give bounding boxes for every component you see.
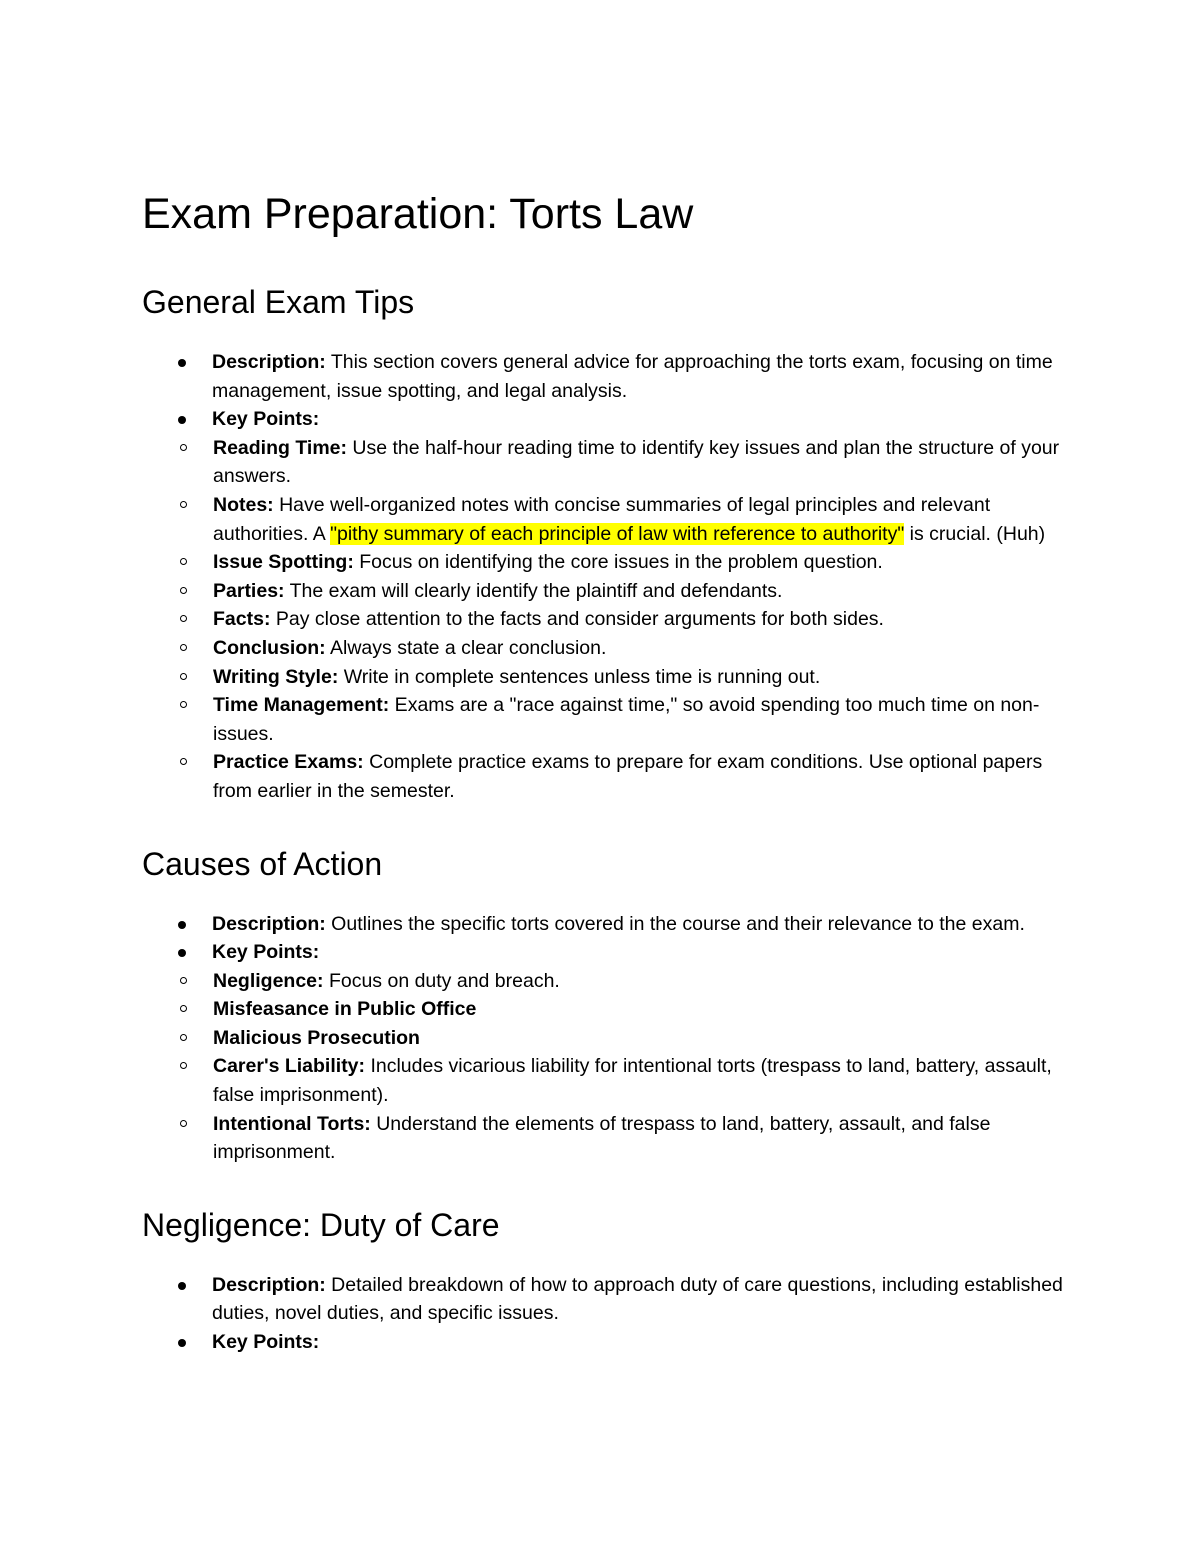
list-item-key-points <box>142 405 1072 434</box>
list-item-description <box>142 1271 1072 1328</box>
sub-list-item: Intentional Torts: Understand the elements of trespass to land, battery, assault, and false imprisonment. <box>142 1110 1072 1167</box>
section-heading-negligence-duty-of-care: Negligence: Duty of Care <box>142 1206 500 1243</box>
bullet-icon <box>178 1282 186 1290</box>
section-list <box>142 348 1072 806</box>
sub-list-item: Carer's Liability: Includes vicarious liability for intentional torts (trespass to land, battery, assault, false imprisonment). <box>142 1052 1072 1109</box>
sub-list-item: Time Management: Exams are a "race against time," so avoid spending too much time on non-issues. <box>142 691 1072 748</box>
sub-list <box>142 434 1072 806</box>
sub-list <box>142 967 1072 1167</box>
sub-list-item: Reading Time: Use the half-hour reading time to identify key issues and plan the structure of your answers. <box>142 434 1072 491</box>
description-text: Detailed breakdown of how to approach duty of care questions, including established duties, novel duties, and specific issues. <box>212 1273 1063 1325</box>
sub-list-item: Issue Spotting: Focus on identifying the core issues in the problem question. <box>142 548 1072 577</box>
sub-list-item: Negligence: Focus on duty and breach. <box>142 967 1072 996</box>
bullet-icon <box>178 359 186 367</box>
circle-bullet-icon <box>180 1005 187 1012</box>
bullet-icon <box>178 949 186 957</box>
section-list <box>142 1271 1072 1357</box>
list-item-key-points <box>142 938 1072 967</box>
circle-bullet-icon <box>180 977 187 984</box>
bullet-icon <box>178 416 186 424</box>
description-text: Outlines the specific torts covered in the course and their relevance to the exam. <box>325 912 1025 935</box>
section-heading-general-exam-tips: General Exam Tips <box>142 284 415 320</box>
circle-bullet-icon <box>180 1062 187 1069</box>
sub-list-item: Writing Style: Write in complete sentences unless time is running out. <box>142 663 1072 692</box>
document-page <box>142 188 1072 1357</box>
circle-bullet-icon <box>180 615 187 622</box>
sub-list-item: Notes: Have well-organized notes with concise summaries of legal principles and relevant authorities. A "pithy summary of each principle of law with reference to authority" is crucial. (Huh) <box>142 491 1072 548</box>
circle-bullet-icon <box>180 758 187 765</box>
circle-bullet-icon <box>180 1034 187 1041</box>
circle-bullet-icon <box>180 1120 187 1127</box>
description-text: This section covers general advice for approaching the torts exam, focusing on time management, issue spotting, and legal analysis. <box>212 351 1053 402</box>
sub-list-item: Conclusion: Always state a clear conclusion. <box>142 634 1072 663</box>
document-title: Exam Preparation: Torts Law <box>142 190 694 238</box>
description-label: Description: <box>212 912 326 935</box>
bullet-icon <box>178 1339 186 1347</box>
description-label: Description: <box>212 1273 326 1296</box>
sub-list-item: Misfeasance in Public Office <box>142 995 1072 1024</box>
sub-list-item: Practice Exams: Complete practice exams to prepare for exam conditions. Use optional papers from earlier in the semester. <box>142 748 1072 805</box>
key-points-label: Key Points: <box>212 941 320 964</box>
list-item-description <box>142 348 1072 405</box>
circle-bullet-icon <box>180 444 187 451</box>
description-label: Description: <box>212 351 326 373</box>
sub-list-item: Parties: The exam will clearly identify the plaintiff and defendants. <box>142 577 1072 606</box>
list-item-key-points <box>142 1328 1072 1357</box>
circle-bullet-icon <box>180 644 187 651</box>
circle-bullet-icon <box>180 501 187 508</box>
bullet-icon <box>178 921 186 929</box>
key-points-label: Key Points: <box>212 408 320 431</box>
section-list <box>142 910 1072 1167</box>
sub-list-item: Malicious Prosecution <box>142 1024 1072 1053</box>
list-item-description <box>142 910 1072 939</box>
key-points-label: Key Points: <box>212 1331 320 1354</box>
circle-bullet-icon <box>180 558 187 565</box>
sub-list-item: Facts: Pay close attention to the facts and consider arguments for both sides. <box>142 605 1072 634</box>
highlighted-text: "pithy summary of each principle of law with reference to authority" <box>330 522 905 545</box>
circle-bullet-icon <box>180 673 187 680</box>
circle-bullet-icon <box>180 701 187 708</box>
section-heading-causes-of-action: Causes of Action <box>142 845 383 882</box>
circle-bullet-icon <box>180 587 187 594</box>
